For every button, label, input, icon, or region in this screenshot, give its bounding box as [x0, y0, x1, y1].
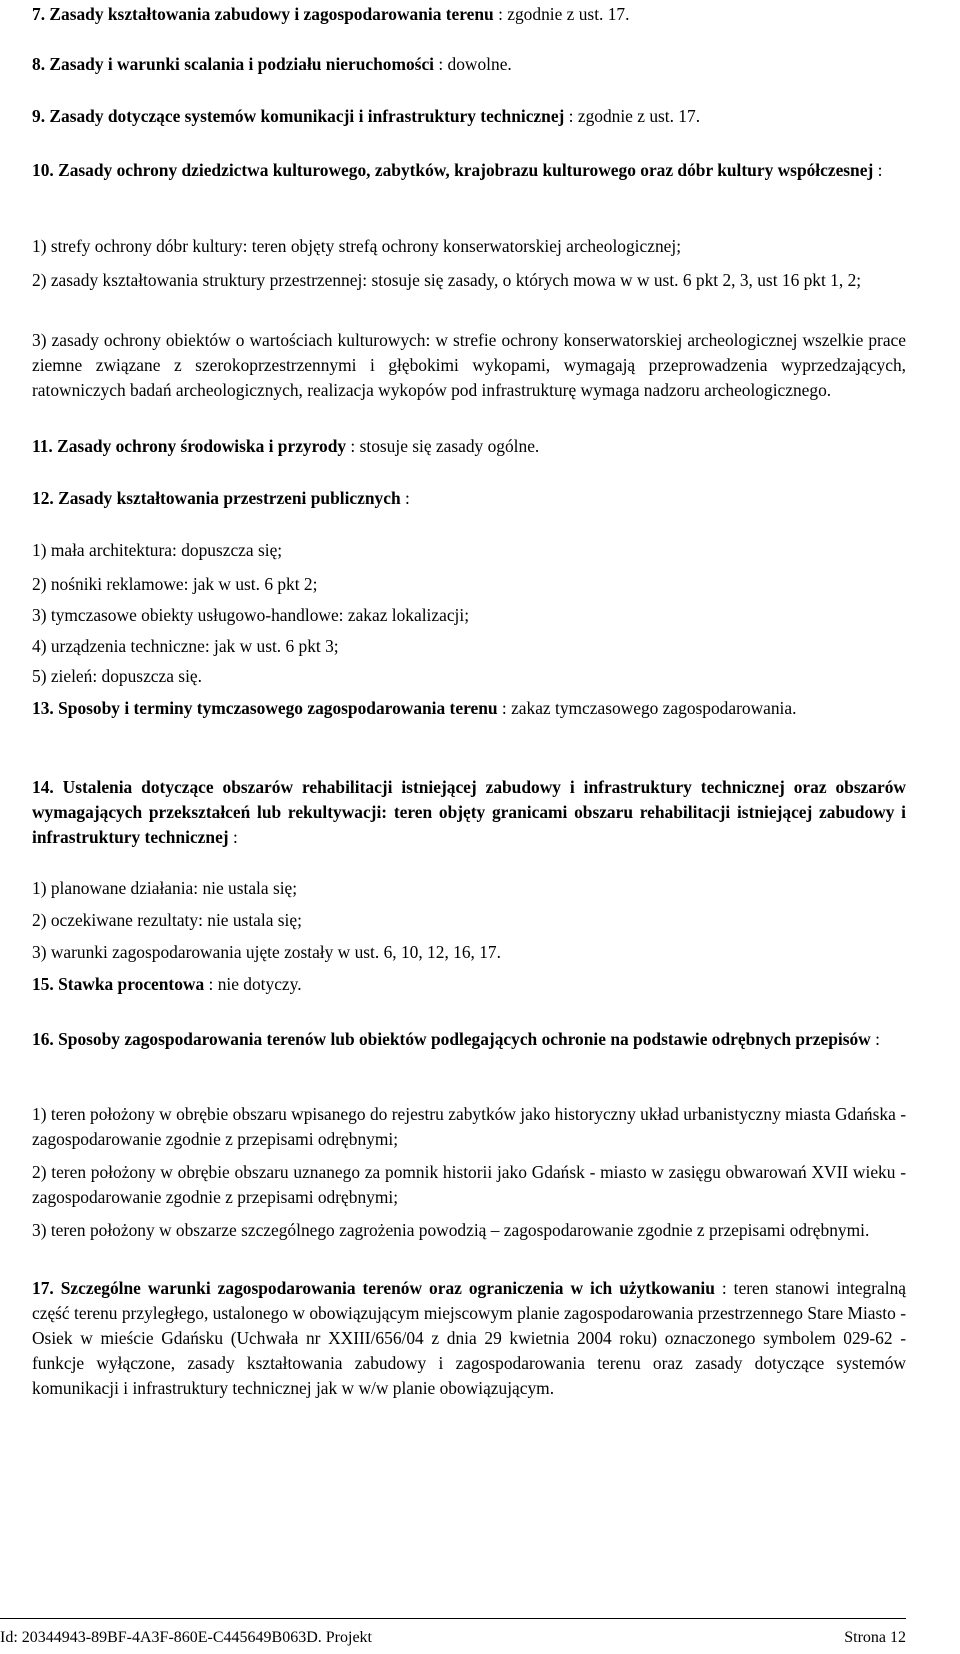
section-text: : — [228, 827, 238, 847]
section-title: Zasady kształtowania zabudowy i zagospodarowania terenu — [49, 4, 494, 24]
section-14 — [32, 775, 906, 850]
section-number: 14. — [32, 777, 54, 797]
page-number: Strona 12 — [844, 1629, 906, 1646]
section-number: 11. — [32, 436, 53, 456]
section-16-item: 3) teren położony w obszarze szczególnego zagrożenia powodzią – zagospodarowanie zgodnie z przepisami odrębnymi. — [32, 1220, 870, 1240]
section-text: : — [400, 488, 410, 508]
section-title: Ustalenia dotyczące obszarów rehabilitacji istniejącej zabudowy i infrastruktury technicznej oraz obszarów wymagających przekształceń lub rekultywacji: teren objęty granicami obszaru rehabilitacji istniejącej zabudowy i infrastruktury technicznej — [32, 777, 906, 847]
section-10-item: 1) strefy ochrony dóbr kultury: teren objęty strefą ochrony konserwatorskiej archeologicznej; — [32, 236, 682, 256]
section-text: : teren stanowi integralną część terenu przyległego, ustalonego w obowiązującym miejscowym planie zagospodarowania przestrzennego Stare Miasto - Osiek w mieście Gdańsku (Uchwała nr XXIII/656/04 z dnia 29 kwietnia 2004 roku) oznaczonego symbolem 029-62 - funkcje wyłączone, zasady kształtowania zabudowy i zagospodarowania terenu oraz zasady dotyczące systemów komunikacji i infrastruktury technicznej jak w w/w planie obowiązującym. — [32, 1278, 906, 1398]
section-12-item: 4) urządzenia techniczne: jak w ust. 6 pkt 3; — [32, 636, 339, 656]
section-text: : — [870, 1029, 880, 1049]
section-16-item: 2) teren położony w obrębie obszaru uznanego za pomnik historii jako Gdańsk - miasto w zasięgu obwarowań XVII wieku - zagospodarowanie zgodnie z przepisami odrębnymi; — [32, 1162, 906, 1207]
section-number: 13. — [32, 698, 54, 718]
section-12-item: 3) tymczasowe obiekty usługowo-handlowe: zakaz lokalizacji; — [32, 605, 470, 625]
section-text: : dowolne. — [434, 54, 512, 74]
section-title: Zasady i warunki scalania i podziału nieruchomości — [49, 54, 434, 74]
section-10 — [32, 158, 906, 183]
section-14-item: 2) oczekiwane rezultaty: nie ustala się; — [32, 910, 302, 930]
section-title: Stawka procentowa — [58, 974, 205, 994]
page-footer — [0, 1618, 906, 1654]
section-number: 15. — [32, 974, 54, 994]
section-number: 16. — [32, 1029, 54, 1049]
section-17 — [32, 1276, 906, 1401]
section-title: Zasady kształtowania przestrzeni publicznych — [58, 488, 401, 508]
section-12-item: 2) nośniki reklamowe: jak w ust. 6 pkt 2; — [32, 574, 318, 594]
section-text: : — [873, 160, 883, 180]
section-title: Zasady dotyczące systemów komunikacji i infrastruktury technicznej — [49, 106, 565, 126]
section-text: : stosuje się zasady ogólne. — [346, 436, 540, 456]
section-12-item: 1) mała architektura: dopuszcza się; — [32, 540, 283, 560]
section-10-item: 2) zasady kształtowania struktury przestrzennej: stosuje się zasady, o których mowa w w ust. 6 pkt 2, 3, ust 16 pkt 1, 2; — [32, 270, 862, 290]
section-number: 8. — [32, 54, 46, 74]
section-9 — [32, 104, 906, 129]
section-15 — [32, 972, 906, 997]
section-title: Sposoby i terminy tymczasowego zagospodarowania terenu — [58, 698, 498, 718]
document-id: Id: 20344943-89BF-4A3F-860E-C445649B063D. Projekt — [0, 1629, 372, 1646]
section-12 — [32, 486, 906, 511]
section-16 — [32, 1027, 906, 1052]
section-title: Zasady ochrony środowiska i przyrody — [57, 436, 347, 456]
section-title: Sposoby zagospodarowania terenów lub obiektów podlegających ochronie na podstawie odrębnych przepisów — [58, 1029, 871, 1049]
section-13 — [32, 696, 906, 721]
section-text: : zakaz tymczasowego zagospodarowania. — [497, 698, 797, 718]
section-10-item: 3) zasady ochrony obiektów o wartościach kulturowych: w strefie ochrony konserwatorskiej archeologicznej wszelkie prace ziemne związane z szerokoprzestrzennymi i głębokimi wykopami, wymagają przeprowadzenia wyprzedzających, ratowniczych badań archeologicznych, realizacja wykopów pod infrastrukturę wymaga nadzoru archeologicznego. — [32, 330, 906, 400]
section-14-item: 3) warunki zagospodarowania ujęte zostały w ust. 6, 10, 12, 16, 17. — [32, 942, 501, 962]
section-number: 7. — [32, 4, 46, 24]
section-12-item: 5) zieleń: dopuszcza się. — [32, 666, 202, 686]
section-title: Szczególne warunki zagospodarowania terenów oraz ograniczenia w ich użytkowaniu — [60, 1278, 715, 1298]
section-text: : zgodnie z ust. 17. — [493, 4, 630, 24]
section-14-item: 1) planowane działania: nie ustala się; — [32, 878, 298, 898]
section-number: 9. — [32, 106, 46, 126]
section-16-item: 1) teren położony w obrębie obszaru wpisanego do rejestru zabytków jako historyczny układ urbanistyczny miasta Gdańska - zagospodarowanie zgodnie z przepisami odrębnymi; — [32, 1104, 906, 1149]
section-title: Zasady ochrony dziedzictwa kulturowego, zabytków, krajobrazu kulturowego oraz dóbr kultury współczesnej — [58, 160, 874, 180]
section-number: 12. — [32, 488, 54, 508]
section-11 — [32, 434, 906, 459]
section-number: 10. — [32, 160, 54, 180]
section-number: 17. — [32, 1278, 54, 1298]
section-text: : nie dotyczy. — [204, 974, 302, 994]
section-text: : zgodnie z ust. 17. — [564, 106, 701, 126]
section-7 — [32, 2, 906, 27]
section-8 — [32, 52, 906, 77]
